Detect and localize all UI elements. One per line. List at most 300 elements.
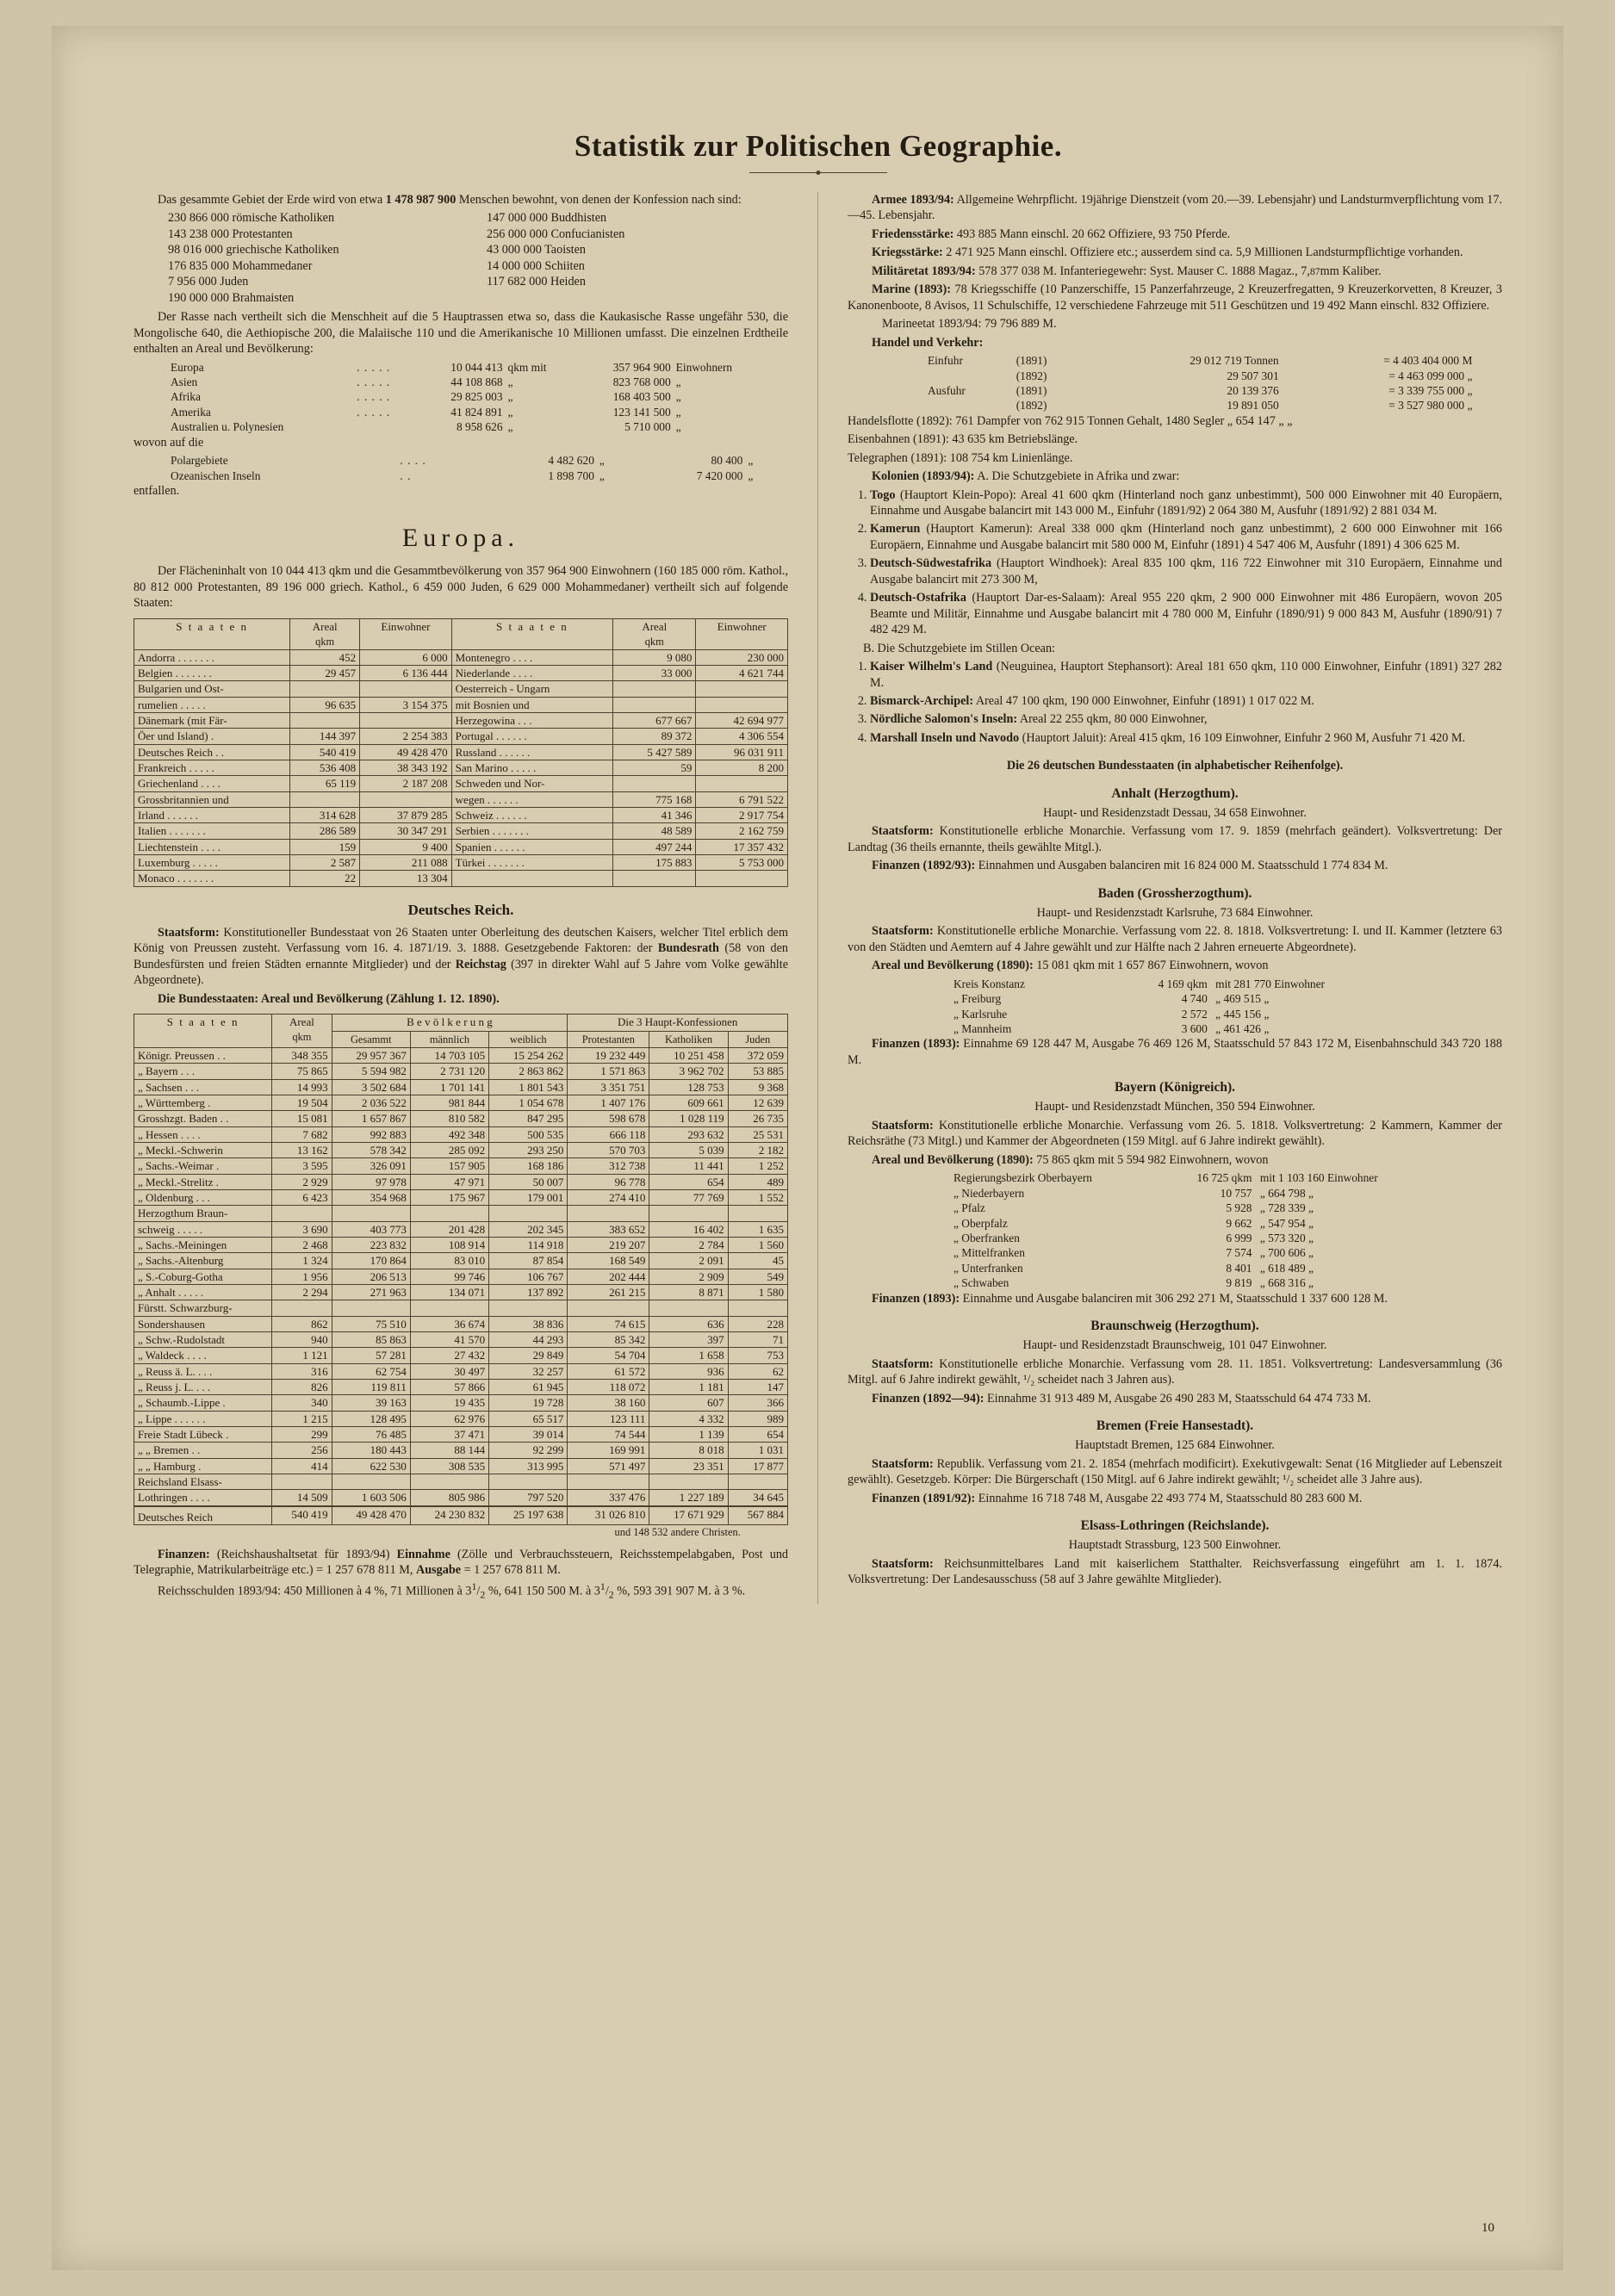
confessions-right-list: [487, 210, 788, 306]
state-pop: 2 917 754: [696, 808, 788, 823]
table-row: [951, 1170, 1442, 1185]
col-area-label-2: Areal: [642, 619, 668, 633]
pop-male: 2 731 120: [410, 1064, 488, 1079]
state-pop: [696, 697, 788, 712]
state-area: [272, 1300, 332, 1316]
conf-catholic: 16 402: [649, 1221, 728, 1237]
conf-protestant: 169 991: [568, 1443, 649, 1458]
kriegsstaerke-label: Kriegsstärke:: [872, 245, 943, 260]
continent-area-unit: „: [507, 405, 513, 419]
state-name: Königr. Preussen . .: [134, 1048, 272, 1064]
state-area: 159: [290, 839, 360, 854]
continent-pop: 168 403 500: [612, 390, 671, 404]
state-pop: 6 791 522: [696, 791, 788, 807]
continent-pop: 123 141 500: [612, 405, 671, 419]
friedensstaerke-text: 493 885 Mann einschl. 20 662 Offiziere, 93 750 Pferde.: [956, 226, 1231, 241]
state-info-label: Staatsform:: [872, 1456, 934, 1471]
list-item: 3. Nördliche Salomon's Inseln: Areal 22 255 qkm, 80 000 Einwohner,: [870, 711, 1502, 727]
table-row: [951, 1261, 1442, 1275]
continent-pop-unit: „: [675, 390, 681, 404]
conf-catholic: [649, 1300, 728, 1316]
table-row: [134, 1158, 788, 1174]
conf-catholic: 5 039: [649, 1143, 728, 1158]
table-row: [134, 1143, 788, 1158]
pop-total: 5 594 982: [332, 1064, 410, 1079]
col-state: S t a a t e n: [134, 1015, 272, 1048]
pop-male: 41 570: [410, 1331, 488, 1347]
german-states-table: [134, 1014, 788, 1539]
state-name: Oesterreich - Ungarn: [451, 681, 612, 697]
state-finance-text: Einnahme und Ausgabe balanciren mit 306 292 271 M, Staatsschuld 1 337 600 128 M.: [962, 1291, 1388, 1306]
state-pop: 13 304: [360, 871, 452, 886]
subdivision-area: 5 928: [1226, 1201, 1252, 1215]
state-entry: [848, 885, 1502, 1069]
conf-protestant: 598 678: [568, 1111, 649, 1126]
state-area: 175 883: [613, 855, 696, 871]
bundesstaaten-heading-text: Die 26 deutschen Bundesstaaten (in alphabetischer Reihenfolge).: [1006, 759, 1344, 773]
continent-area: 29 825 003: [450, 390, 503, 404]
pop-male: [410, 1206, 488, 1221]
polar-oceanic-table: [168, 453, 770, 483]
state-area: 3 690: [272, 1221, 332, 1237]
continent-pop-unit: „: [675, 375, 681, 388]
table-row: [134, 1206, 788, 1221]
pop-female: 168 186: [489, 1158, 568, 1174]
trade-value: 20 139 376: [1227, 383, 1279, 397]
state-pop: [696, 681, 788, 697]
pop-female: 137 892: [489, 1284, 568, 1300]
region-area: 1 898 700: [548, 469, 594, 482]
conf-jewish: 2 182: [728, 1143, 787, 1158]
trade-kind: [925, 369, 1014, 383]
state-info-text: Einnahmen und Ausgaben balanciren mit 16 824 000 M. Staatsschuld 1 774 834 M.: [978, 859, 1388, 873]
state-area: 9 080: [613, 649, 696, 665]
conf-catholic: 23 351: [649, 1458, 728, 1474]
list-item: 147 000 000 Buddhisten: [487, 211, 607, 226]
table-row: [168, 360, 770, 375]
state-area: 1 215: [272, 1411, 332, 1426]
state-capital: Haupt- und Residenzstadt München, 350 594 Einwohner.: [1034, 1100, 1315, 1114]
table-row: [134, 871, 788, 886]
state-info-label: Staatsform:: [872, 1118, 934, 1132]
state-area: [290, 791, 360, 807]
subdivision-name: Kreis Konstanz: [953, 977, 1025, 990]
region-area-unit: „: [599, 469, 605, 482]
armee-paragraph: [848, 192, 1502, 224]
state-name: Türkei . . . . . . .: [451, 855, 612, 871]
conf-catholic: 8 018: [649, 1443, 728, 1458]
conf-protestant: 571 497: [568, 1458, 649, 1474]
table-row: [134, 1395, 788, 1411]
table-row: [134, 681, 788, 697]
list-item: 3. Deutsch-Südwestafrika (Hauptort Windhoek): Areal 835 100 qkm, 116 722 Einwohner mit 310 Europäern, Einnahme und Ausgabe balancirt mit 273 300 M,: [870, 555, 1502, 587]
pop-total: [332, 1474, 410, 1489]
subdivision-name: „ Oberfranken: [953, 1231, 1020, 1244]
state-pop: [360, 713, 452, 729]
pop-male: 83 010: [410, 1253, 488, 1269]
state-info-label: Staatsform:: [872, 924, 934, 939]
state-finance-block: [848, 1036, 1502, 1068]
conf-jewish: 1 635: [728, 1221, 787, 1237]
state-info-label: Finanzen (1892/93):: [872, 859, 976, 873]
pop-female: 114 918: [489, 1238, 568, 1253]
table-row: [134, 666, 788, 681]
state-name: „ Sachs.-Meiningen: [134, 1238, 272, 1253]
trade-value: 29 507 301: [1227, 369, 1279, 382]
state-pop: [696, 776, 788, 791]
pop-female: 61 945: [489, 1379, 568, 1394]
conf-jewish: 654: [728, 1426, 787, 1442]
subdivision-pop: „ 668 316 „: [1257, 1276, 1314, 1290]
table-row: [134, 1079, 788, 1095]
state-name: Herzogthum Braun-: [134, 1206, 272, 1221]
trade-value: 19 891 050: [1227, 399, 1279, 413]
conf-protestant: [568, 1300, 649, 1316]
conf-protestant: 54 704: [568, 1348, 649, 1363]
table-row: [134, 1126, 788, 1142]
conf-protestant: 261 215: [568, 1284, 649, 1300]
state-area: [613, 871, 696, 886]
col-pop: Einwohner: [360, 618, 452, 649]
state-pop: 37 879 285: [360, 808, 452, 823]
list-item: 1. Kaiser Wilhelm's Land (Neuguinea, Hauptort Stephansort): Areal 181 650 qkm, 110 000 Einwohner, Einfuhr (1891) 327 282 M.: [870, 659, 1502, 691]
pop-total: 29 957 367: [332, 1048, 410, 1064]
pop-total: 354 968: [332, 1190, 410, 1206]
state-name: Monaco . . . . . . .: [134, 871, 290, 886]
table-row: [134, 1095, 788, 1111]
state-area: 48 589: [613, 823, 696, 839]
conf-jewish: 549: [728, 1269, 787, 1284]
state-area: 536 408: [290, 760, 360, 776]
finanzen-text: (Reichshaushaltsetat für 1893/94) Einnahme (Zölle und Verbrauchssteuern, Reichsstempelabgaben, Post und Telegraphie, Matrikularbeiträge etc.) = 1 257 678 811 M, Ausgabe = 1 257 678 811 M.: [134, 1547, 789, 1577]
state-area: 41 346: [613, 808, 696, 823]
europa-heading: Europa.: [401, 524, 520, 553]
leader-dots: . . . . .: [357, 375, 391, 388]
table-row: [134, 713, 788, 729]
state-area: 22: [290, 871, 360, 886]
list-item: 256 000 000 Confucianisten: [487, 226, 625, 241]
state-area: 13 162: [272, 1143, 332, 1158]
page-title: Statistik zur Politischen Geographie.: [574, 129, 1063, 163]
leader-dots: . . . .: [400, 454, 426, 468]
conf-protestant: 118 072: [568, 1379, 649, 1394]
table-row: [134, 1111, 788, 1126]
conf-catholic: [649, 1474, 728, 1489]
total-kath: 17 671 929: [649, 1506, 728, 1525]
pop-total: 170 864: [332, 1253, 410, 1269]
total-area: 540 419: [272, 1506, 332, 1525]
pop-male: 14 703 105: [410, 1048, 488, 1064]
state-name: Irland . . . . . .: [134, 808, 290, 823]
state-name: Grossbritannien und: [134, 791, 290, 807]
pop-female: 847 295: [489, 1111, 568, 1126]
state-name: „ Anhalt . . . . .: [134, 1284, 272, 1300]
pop-female: 39 014: [489, 1426, 568, 1442]
trade-year: (1891): [1016, 354, 1047, 368]
state-area: 414: [272, 1458, 332, 1474]
continent-pop: 357 964 900: [612, 360, 671, 374]
pop-male: 810 582: [410, 1111, 488, 1126]
finanzen-paragraph: [134, 1547, 788, 1579]
staatsform-text: Konstitutioneller Bundesstaat von 26 Staaten unter Oberleitung des deutschen Kaisers, welcher Titel erblich dem König von Preussen zusteht. Verfassung vom 16. 4. 1871/19. 3. 1888. Gesetzgebende Faktoren: der Bundesrath (58 von den Bundesfürsten und freien Städten ernannte Mitglieder) und der Reichstag (397 in direkter Wahl auf 5 Jahre vom Volke gewählte Abgeordnete).: [134, 925, 788, 988]
pop-total: 97 978: [332, 1174, 410, 1189]
leader-dots: . . . . .: [357, 390, 391, 404]
state-area: [290, 681, 360, 697]
militaeretat-label: Militäretat 1893/94:: [872, 264, 976, 278]
state-heading: Elsass-Lothringen (Reichslande).: [1080, 1518, 1270, 1534]
conf-jewish: 366: [728, 1395, 787, 1411]
state-area: 940: [272, 1331, 332, 1347]
col-area: [272, 1015, 332, 1048]
trade-equivalent: = 4 463 099 000 „: [1388, 369, 1473, 382]
friedensstaerke-label: Friedensstärke:: [872, 226, 954, 241]
subdivision-name: „ Mannheim: [953, 1022, 1012, 1035]
kolonien-pacific-list: [870, 659, 1502, 746]
pop-female: [489, 1474, 568, 1489]
continent-area: 10 044 413: [450, 360, 503, 374]
conf-jewish: 753: [728, 1348, 787, 1363]
table-row: [168, 375, 770, 389]
leader-dots: [354, 419, 415, 434]
pop-female: 19 728: [489, 1395, 568, 1411]
state-heading: Braunschweig (Herzogthum).: [1090, 1319, 1259, 1334]
state-pop: 30 347 291: [360, 823, 452, 839]
leader-dots: . .: [400, 469, 412, 482]
state-name: „ Hessen . . . .: [134, 1126, 272, 1142]
conf-catholic: 636: [649, 1316, 728, 1331]
state-info-block: [848, 1456, 1502, 1488]
state-info-label: Areal und Bevölkerung (1890):: [872, 959, 1034, 973]
col-area-label: Areal: [289, 1015, 314, 1029]
table-row: [134, 1426, 788, 1442]
state-pop: 4 306 554: [696, 729, 788, 744]
pop-female: 92 299: [489, 1443, 568, 1458]
table-row: [134, 791, 788, 807]
trade-value: 29 012 719 Tonnen: [1190, 354, 1279, 368]
pop-total: 75 510: [332, 1316, 410, 1331]
pop-female: 87 854: [489, 1253, 568, 1269]
state-info-text: Einnahme 16 718 748 M, Ausgabe 22 493 774 M, Staatsschuld 80 283 600 M.: [978, 1491, 1363, 1505]
state-area: 33 000: [613, 666, 696, 681]
subdivision-area: 6 999: [1226, 1231, 1252, 1244]
subdivision-area: 9 819: [1226, 1276, 1252, 1290]
german-table-body: [134, 1048, 788, 1540]
armee-text: Allgemeine Wehrpflicht. 19jährige Dienstzeit (vom 20.—39. Lebensjahr) und Landsturmverpflichtung vom 17.—45. Lebensjahr.: [848, 193, 1502, 223]
state-pop: 2 187 208: [360, 776, 452, 791]
pop-male: 285 092: [410, 1143, 488, 1158]
continent-area: 8 958 626: [456, 420, 503, 434]
pop-total: 76 485: [332, 1426, 410, 1442]
conf-protestant: 1 407 176: [568, 1095, 649, 1111]
table-row: [168, 419, 770, 434]
confessions-lists: [168, 210, 788, 306]
state-info-block: [848, 823, 1502, 855]
continent-name: Amerika: [171, 405, 211, 419]
state-info-text: Konstitutionelle erbliche Monarchie. Verfassung vom 28. 11. 1851. Volksvertretung: Landesversammlung (36 Mitgl. auf 6 Jahre indirekt gewählt, ¹/₂ scheidet nach 3 Jahren aus).: [848, 1356, 1503, 1387]
state-area: 14 993: [272, 1079, 332, 1095]
staatsform-label: Staatsform:: [158, 925, 220, 940]
state-area: 314 628: [290, 808, 360, 823]
state-pop: 3 154 375: [360, 697, 452, 712]
trade-kind: [925, 398, 1014, 413]
schulden-paragraph: Reichsschulden 1893/94: 450 Millionen à 4 %, 71 Millionen à $3^1/_2$ %, 641 150 500 M. à $3^1/_2$ %, 593 391 907 M. à 3 %.: [158, 1580, 746, 1601]
state-area: 826: [272, 1379, 332, 1394]
conf-catholic: 10 251 458: [649, 1048, 728, 1064]
state-info-block: [848, 1556, 1502, 1588]
table-row: [134, 776, 788, 791]
pop-male: 981 844: [410, 1095, 488, 1111]
list-item: 143 238 000 Protestanten: [168, 226, 293, 241]
state-area: 299: [272, 1426, 332, 1442]
kriegsstaerke-paragraph: [848, 245, 1502, 260]
table-row: [951, 1245, 1442, 1260]
state-capital: Haupt- und Residenzstadt Braunschweig, 101 047 Einwohner.: [1022, 1338, 1327, 1353]
pop-female: 797 520: [489, 1490, 568, 1506]
state-capital: Hauptstadt Bremen, 125 684 Einwohner.: [1075, 1438, 1275, 1453]
bundesstaaten-subheading: [134, 991, 788, 1007]
trade-equivalent: = 4 403 404 000 M: [1383, 354, 1473, 368]
table-row: [951, 1021, 1442, 1036]
table-row: [134, 1411, 788, 1426]
state-info-text: 75 865 qkm mit 5 594 982 Einwohnern, wovon: [1036, 1152, 1269, 1167]
total-note: und 148 532 andere Christen.: [614, 1525, 741, 1538]
title-divider: [749, 172, 887, 173]
pop-female: 106 767: [489, 1269, 568, 1284]
subdivision-name: „ Niederbayern: [953, 1186, 1025, 1200]
pop-female: 202 345: [489, 1221, 568, 1237]
list-item: 43 000 000 Taoisten: [487, 243, 586, 258]
pop-total: 62 754: [332, 1363, 410, 1379]
conf-protestant: 383 652: [568, 1221, 649, 1237]
pop-male: 88 144: [410, 1443, 488, 1458]
subdivision-name: „ Freiburg: [953, 992, 1002, 1006]
conf-jewish: 989: [728, 1411, 787, 1426]
marineetat-text: Marineetat 1893/94: 79 796 889 M.: [882, 317, 1057, 332]
state-info-text: Reichsunmittelbares Land mit kaiserlichem Statthalter. Reichsverfassung eingeführt am 1. 1. 1874. Volksvertretung: Der Landesausschuss (58 auf 3 Jahre gewählte Mitglieder).: [848, 1556, 1503, 1587]
conf-catholic: 11 441: [649, 1158, 728, 1174]
page-sheet: [52, 26, 1563, 2270]
conf-jewish: 62: [728, 1363, 787, 1379]
pop-male: 47 971: [410, 1174, 488, 1189]
pop-male: 27 432: [410, 1348, 488, 1363]
table-row: [134, 1048, 788, 1064]
region-pop: 80 400: [711, 454, 743, 468]
state-area: 348 355: [272, 1048, 332, 1064]
state-heading: Bayern (Königreich).: [1114, 1080, 1236, 1095]
state-area: 96 635: [290, 697, 360, 712]
state-name: Reichsland Elsass-: [134, 1474, 272, 1489]
subdivision-pop: „ 700 606 „: [1257, 1246, 1314, 1260]
subdivision-area: 3 600: [1181, 1022, 1208, 1035]
right-column: [848, 192, 1502, 1591]
handel-label: Handel und Verkehr:: [872, 335, 984, 350]
state-name: „ Lippe . . . . . .: [134, 1411, 272, 1426]
conf-jewish: 1 552: [728, 1190, 787, 1206]
continent-pop-unit: „: [675, 405, 681, 419]
total-female: 25 197 638: [489, 1506, 568, 1525]
conf-protestant: 337 476: [568, 1490, 649, 1506]
trade-year: (1892): [1016, 399, 1047, 413]
list-item: 98 016 000 griechische Katholiken: [168, 243, 339, 258]
state-name: mit Bosnien und: [451, 697, 612, 712]
pop-female: 65 517: [489, 1411, 568, 1426]
table-row: [951, 1201, 1442, 1215]
conf-catholic: 1 028 119: [649, 1111, 728, 1126]
pop-total: 2 036 522: [332, 1095, 410, 1111]
state-pop: [360, 681, 452, 697]
conf-catholic: 936: [649, 1363, 728, 1379]
region-area-unit: „: [599, 454, 605, 468]
state-area: [613, 681, 696, 697]
state-area: 1 956: [272, 1269, 332, 1284]
state-info-text: Konstitutionelle erbliche Monarchie. Verfassung vom 22. 8. 1818. Volksvertretung: I. und II. Kammer (letztere 63 von den Städten und Aemtern auf 4 Jahre gewählt und zur Hälfte nach 2 Jahren erneuerte Abgeordnete).: [848, 924, 1502, 954]
conf-catholic: 3 962 702: [649, 1064, 728, 1079]
state-name: „ Schw.-Rudolstadt: [134, 1331, 272, 1347]
state-area: 19 504: [272, 1095, 332, 1111]
intro-paragraph: Das gesammte Gebiet der Erde wird von etwa 1 478 987 900 Menschen bewohnt, von denen der Konfession nach sind:: [158, 193, 742, 207]
subdivision-pop: „ 728 339 „: [1257, 1201, 1314, 1215]
pop-total: 992 883: [332, 1126, 410, 1142]
pop-total: 39 163: [332, 1395, 410, 1411]
state-area: 775 168: [613, 791, 696, 807]
pop-female: 313 995: [489, 1458, 568, 1474]
state-info-label: Finanzen (1892—94):: [872, 1391, 985, 1406]
state-area: 7 682: [272, 1126, 332, 1142]
continent-pop-unit: „: [675, 420, 681, 434]
state-name: „ Reuss ä. L. . . .: [134, 1363, 272, 1379]
pop-total: 206 513: [332, 1269, 410, 1284]
pop-male: 57 866: [410, 1379, 488, 1394]
list-item: 1. Togo (Hauptort Klein-Popo): Areal 41 600 qkm (Hinterland noch ganz unbestimmt), 500 000 Einwohner mit 40 Europäern, Einnahme und Ausgabe balancirt mit 143 000 M., Einfuhr (1891/92) 2 064 380 M, Ausfuhr (1891/92) 2 881 034 M.: [870, 487, 1502, 519]
table-row: [134, 744, 788, 760]
continent-name: Asien: [171, 375, 198, 388]
pop-total: 119 811: [332, 1379, 410, 1394]
table-row: [134, 1284, 788, 1300]
state-subdivisions-table: [951, 977, 1442, 1037]
conf-protestant: [568, 1474, 649, 1489]
region-pop-unit: „: [748, 469, 754, 482]
subdivision-area: 16 725 qkm: [1196, 1171, 1252, 1185]
state-info-text: Konstitutionelle erbliche Monarchie. Verfassung vom 26. 5. 1818. Volksvertretung: 2 Kammern, Kammer der Reichsräthe (73 Mitgl.) und Kammer der Abgeordneten (159 Mitgl. auf 6 Jahre indirekt gewählt).: [848, 1118, 1503, 1149]
column-divider: [817, 192, 818, 1604]
col-area-unit-2: qkm: [644, 635, 664, 648]
list-item: 230 866 000 römische Katholiken: [168, 211, 335, 226]
state-name: Deutsches Reich . .: [134, 744, 290, 760]
continent-pop-unit: Einwohnern: [675, 360, 733, 374]
state-name: Grosshzgt. Baden . .: [134, 1111, 272, 1126]
state-entry: [848, 1079, 1502, 1306]
state-area: 497 244: [613, 839, 696, 854]
state-pop: 17 357 432: [696, 839, 788, 854]
marine-paragraph: [848, 282, 1502, 313]
state-name: rumelien . . . . .: [134, 697, 290, 712]
conf-catholic: 293 632: [649, 1126, 728, 1142]
state-name: Sondershausen: [134, 1316, 272, 1331]
conf-jewish: 1 580: [728, 1284, 787, 1300]
pop-total: 223 832: [332, 1238, 410, 1253]
subdivision-area: 2 572: [1181, 1007, 1208, 1021]
conf-jewish: 25 531: [728, 1126, 787, 1142]
table-row: [134, 1238, 788, 1253]
table-header-row: [134, 1015, 788, 1032]
state-info-text: 15 081 qkm mit 1 657 867 Einwohnern, wovon: [1036, 959, 1269, 973]
state-heading: Anhalt (Herzogthum).: [1111, 785, 1239, 801]
friedensstaerke-paragraph: [848, 226, 1502, 242]
conf-catholic: 128 753: [649, 1079, 728, 1095]
state-heading: Baden (Grossherzogthum).: [1097, 885, 1252, 901]
conf-protestant: 85 342: [568, 1331, 649, 1347]
pop-total: 3 502 684: [332, 1079, 410, 1095]
